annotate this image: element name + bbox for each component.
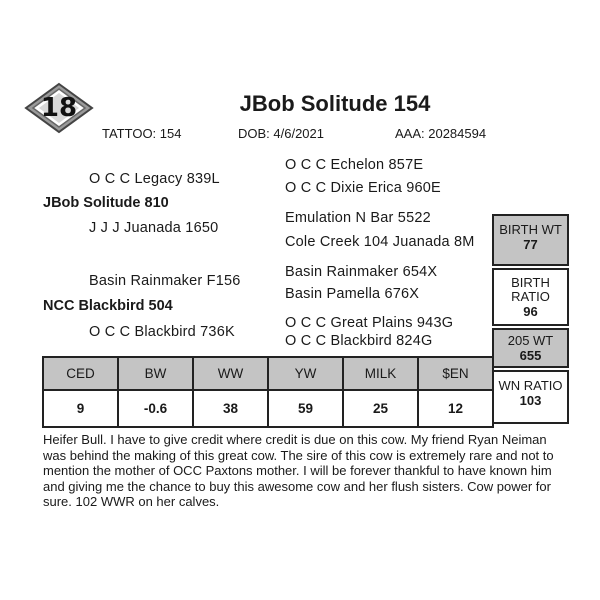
animal-name: JBob Solitude 154: [239, 91, 431, 116]
epd-header-yw: YW: [268, 357, 343, 390]
epd-header-row: [43, 357, 493, 390]
pedigree-sire-dam: J J J Juanada 1650: [89, 220, 219, 236]
pedigree-sire: JBob Solitude 810: [43, 195, 169, 211]
birth-ratio-label-2: RATIO: [511, 289, 550, 304]
pedigree-dam: NCC Blackbird 504: [43, 298, 173, 314]
birth-ratio-value: 96: [523, 304, 538, 319]
birth-weight-box: [492, 214, 569, 266]
wn-ratio-value: 103: [519, 393, 542, 408]
lot-description: Heifer Bull. I have to give credit where credit is due on this cow. My friend Ryan Neiman was behind the making of this great cow. The sire of this cow is extremely rare and not to mention the mother of OCC Paxtons mother. I will be forever thankful to have known him and giving me the chance to buy this awesome cow and her flush sisters. Cow power for sure. 102 WWR on her calves.: [43, 432, 554, 510]
wn-ratio-label: WN RATIO: [498, 378, 563, 393]
epd-header-ced: CED: [43, 357, 118, 390]
epd-value-bw: -0.6: [118, 390, 193, 427]
pedigree-sd-sire: Emulation N Bar 5522: [285, 210, 431, 226]
birth-ratio-box: [492, 268, 569, 326]
weight-205-box: [492, 328, 569, 368]
birth-weight-value: 77: [523, 237, 538, 252]
weight-205-label: 205 WT: [507, 333, 554, 348]
pedigree-sire-sire: O C C Legacy 839L: [89, 171, 220, 187]
pedigree-ds-dam: Basin Pamella 676X: [285, 286, 420, 302]
epd-header-en: $EN: [418, 357, 493, 390]
epd-header-ww: WW: [193, 357, 268, 390]
birth-ratio-label-1: BIRTH: [511, 275, 550, 290]
lot-number: 18: [40, 93, 78, 123]
epd-header-bw: BW: [118, 357, 193, 390]
epd-header-milk: MILK: [343, 357, 418, 390]
pedigree-dd-dam: O C C Blackbird 824G: [285, 333, 433, 349]
epd-value-milk: 25: [343, 390, 418, 427]
epd-value-en: 12: [418, 390, 493, 427]
epd-value-ww: 38: [193, 390, 268, 427]
epd-value-yw: 59: [268, 390, 343, 427]
pedigree-ss-sire: O C C Echelon 857E: [285, 157, 424, 173]
wn-ratio-box: [492, 370, 569, 424]
pedigree-ss-dam: O C C Dixie Erica 960E: [285, 180, 441, 196]
epd-table: [42, 356, 494, 428]
pedigree-dam-dam: O C C Blackbird 736K: [89, 324, 235, 340]
pedigree-dam-sire: Basin Rainmaker F156: [89, 273, 241, 289]
epd-value-row: [43, 390, 493, 427]
dob-text: DOB: 4/6/2021: [238, 126, 324, 141]
weight-205-value: 655: [519, 348, 542, 363]
aaa-text: AAA: 20284594: [395, 126, 487, 141]
tattoo-text: TATTOO: 154: [102, 126, 182, 141]
pedigree-ds-sire: Basin Rainmaker 654X: [285, 264, 438, 280]
pedigree-dd-sire: O C C Great Plains 943G: [285, 315, 454, 331]
epd-value-ced: 9: [43, 390, 118, 427]
pedigree-sd-dam: Cole Creek 104 Juanada 8M: [285, 234, 475, 250]
birth-weight-label: BIRTH WT: [499, 222, 562, 237]
